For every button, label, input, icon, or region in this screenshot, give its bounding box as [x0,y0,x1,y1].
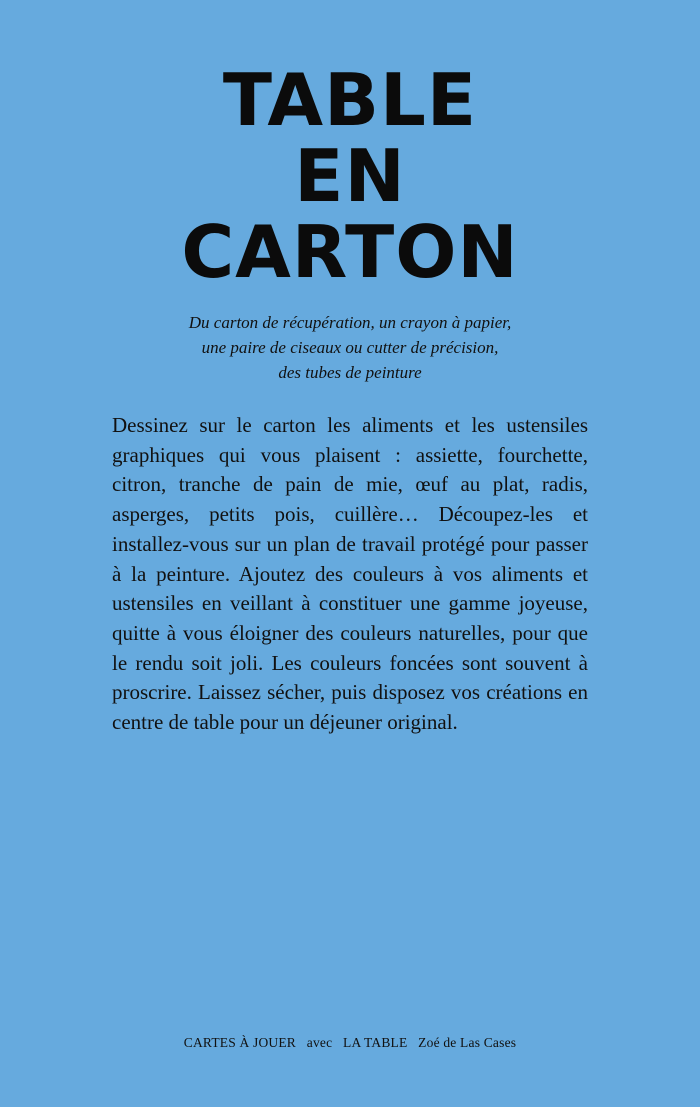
footer-series: CARTES À JOUER [183,1035,297,1050]
card-footer [0,1035,700,1051]
materials-line-1: Du carton de récupération, un crayon à papier, [188,313,512,332]
materials-list [100,310,600,385]
card-title [0,58,700,294]
footer-collection: LA TABLE [343,1035,408,1050]
title-line-1: TABLE [222,58,478,142]
footer-connector: avec [306,1035,333,1050]
instructions-paragraph: Dessinez sur le carton les aliments et les ustensiles graphiques qui vous plaisent : assiette, fourchette, citron, tranche de pain de mie, œuf au plat, radis, asperges, petits pois, cuillère… Découpez-les et installez-vous sur un plan de travail protégé pour passer à la peinture. Ajoutez des couleurs à vos aliments et ustensiles en veillant à constituer une gamme joyeuse, quitte à vous éloigner des couleurs naturelles, pour que le rendu soit joli. Les couleurs foncées sont souvent à proscrire. Laissez sécher, puis disposez vos créations en centre de table pour un déjeuner original. [112,413,588,735]
materials-line-2: une paire de ciseaux ou cutter de précision, [201,338,499,357]
materials-line-3: des tubes de peinture [278,363,422,382]
title-line-3: CARTON [181,210,519,294]
title-line-2: EN [294,134,406,218]
footer-author: Zoé de Las Cases [418,1035,517,1050]
